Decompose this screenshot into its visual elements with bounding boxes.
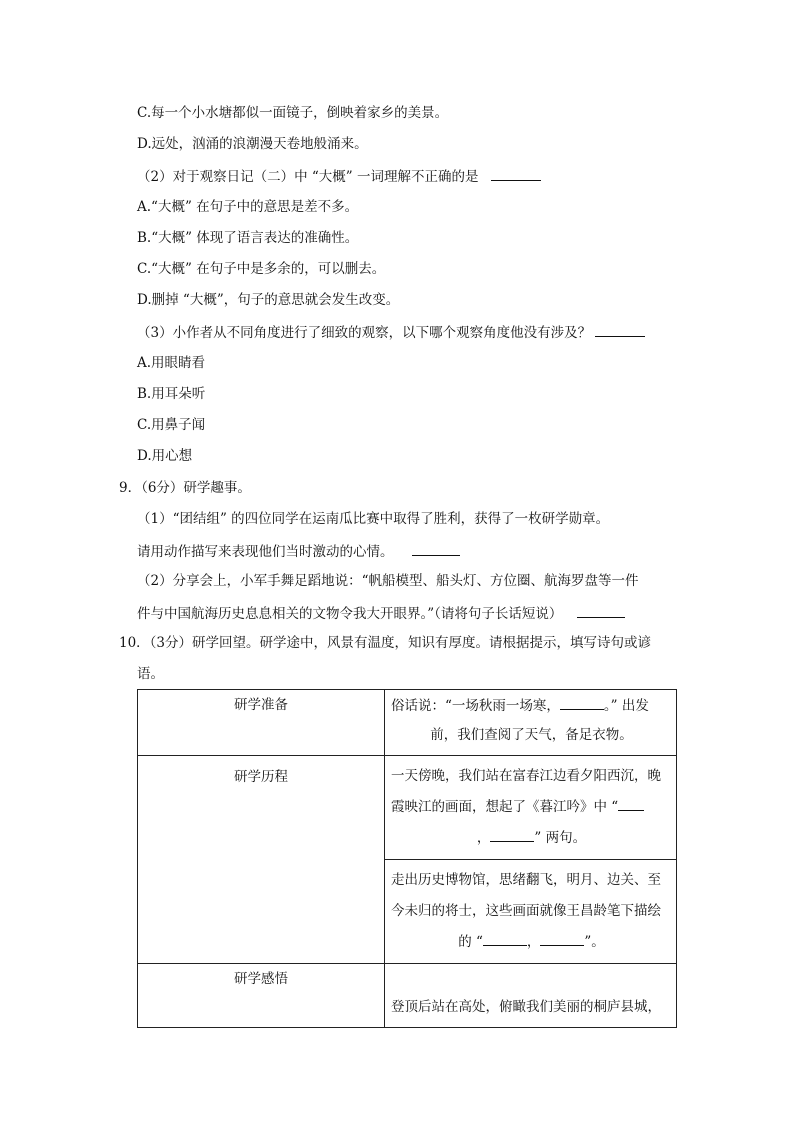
q8-sub2-option-a: A.“大概” 在句子中的意思是差不多。 [137,199,359,215]
q8-sub3-option-c: C.用鼻子闻 [137,417,206,433]
q8-sub2-option-d: D.删掉 “大概”，句子的意思就会发生改变。 [137,292,400,308]
process-b-line1: 走出历史博物馆，思绪翻飞，明月、边关、至 [391,872,661,888]
process-b-line3-post: ”。 [584,934,605,950]
q8-sub2-stem [137,166,541,186]
q8-sub2-option-b: B.“大概” 体现了语言表达的准确性。 [137,230,359,246]
q8-option-d: D.远处，汹涌的浪潮漫天卷地般涌来。 [137,136,368,152]
table-label-reflection: 研学感悟 [138,964,385,1028]
q8-option-c: C.每一个小水塘都似一面镜子，倒映着家乡的美景。 [137,105,449,121]
q8-sub3-option-b: B.用耳朵听 [137,386,206,402]
process-b-line2: 今未归的将士，这些画面就像王昌龄笔下描绘 [391,903,661,919]
prep-line1 [391,692,672,721]
answer-blank[interactable] [618,796,644,811]
table-row [138,756,677,860]
process-b-line3 [391,927,672,958]
q8-sub2-stem-text: （2）对于观察日记（二）中 “大概” 一词理解不正确的是 [137,169,479,185]
q9-sub1-line2-text: 请用动作描写来表现他们当时激动的心情。 [137,544,394,560]
table-content-process-b [385,860,677,964]
q9-sub1-line2 [137,541,460,561]
table-label-process: 研学历程 [138,756,385,964]
q8-sub3-stem-text: （3）小作者从不同角度进行了细致的观察，以下哪个观察角度他没有涉及？ [137,325,592,341]
answer-blank[interactable] [491,166,541,181]
q8-sub2-option-c: C.“大概” 在句子中是多余的，可以删去。 [137,261,386,277]
process-a-line1: 一天傍晚，我们站在富春江边看夕阳西沉，晚 [391,768,661,784]
table-content-process-a [385,756,677,860]
table-row [138,690,677,756]
process-a-line3-post: ” 两句。 [534,830,587,846]
q8-sub3-stem [137,322,645,342]
answer-blank[interactable] [412,541,460,556]
q9-sub2-line2 [137,603,625,623]
process-a-line3 [391,823,672,854]
q10-title-line2: 语。 [137,666,164,682]
reflection-line1: 登顶后站在高处，俯瞰我们美丽的桐庐县城， [391,999,661,1015]
process-a-line2 [391,792,672,823]
answer-blank[interactable] [560,695,604,710]
table-label-prep: 研学准备 [138,690,385,756]
q9-title: 9．（6分）研学趣事。 [119,480,251,496]
answer-blank[interactable] [577,603,625,618]
prep-line1-pre: 俗话说：“一场秋雨一场寒， [391,698,560,714]
table-content-reflection [385,964,677,1028]
research-table [137,689,677,1028]
q9-sub1-line1: （1）“团结组” 的四位同学在运南瓜比赛中取得了胜利，获得了一枚研学勋章。 [137,511,610,527]
process-b-line3-mid: ， [526,934,541,950]
answer-blank[interactable] [595,322,645,337]
process-b-line3-pre: 的 “ [458,934,483,950]
answer-blank[interactable] [540,931,584,946]
prep-line1-post: 。” 出发 [603,698,649,714]
answer-blank[interactable] [483,931,527,946]
prep-line2: 前，我们查阅了天气，备足衣物。 [430,727,633,743]
q8-sub3-option-a: A.用眼睛看 [137,355,206,371]
q9-sub2-line1: （2）分享会上，小军手舞足蹈地说：“帆船模型、船头灯、方位圈、航海罗盘等一件 [137,573,639,589]
table-row [138,964,677,1028]
q9-sub2-line2-text: 件与中国航海历史息息相关的文物令我大开眼界。”（请将句子长话短说） [137,606,563,622]
table-content-prep [385,690,677,756]
process-a-line3-pre: ， [476,830,491,846]
q8-sub3-option-d: D.用心想 [137,448,193,464]
q10-title-line1: 10．（3分）研学回望。研学途中，风景有温度，知识有厚度。请根据提示，填写诗句或谚 [119,635,652,651]
process-a-line2-pre: 霞映江的画面，想起了《暮江吟》中 “ [391,799,619,815]
answer-blank[interactable] [490,827,534,842]
